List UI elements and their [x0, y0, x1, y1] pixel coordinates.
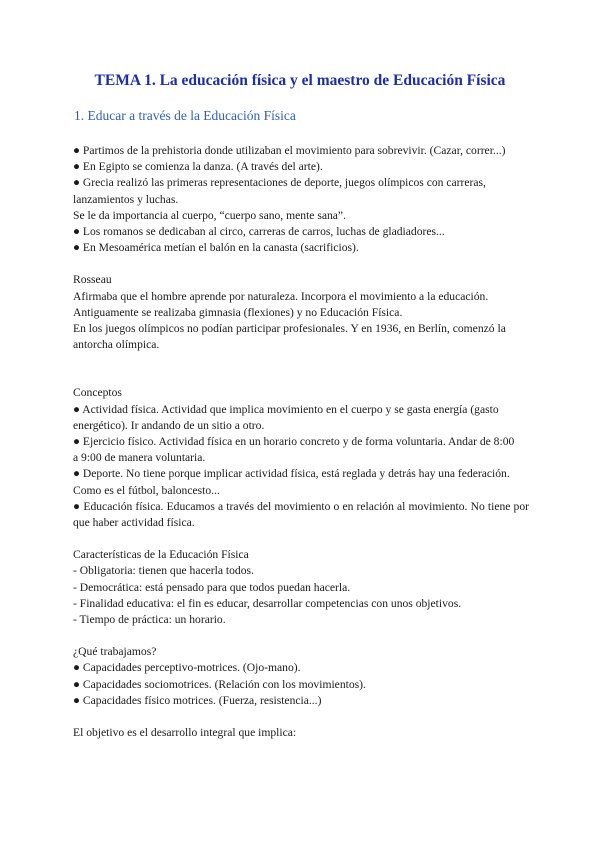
rosseau-heading: Rosseau: [73, 273, 112, 287]
list-item: ● Capacidades perceptivo-motrices. (Ojo-mano).: [73, 661, 301, 675]
paragraph: Afirmaba que el hombre aprende por naturaleza. Incorpora el movimiento a la educación.: [73, 289, 489, 303]
concept-item: ● Actividad física. Actividad que implica movimiento en el cuerpo y se gasta energía (gasto energético). Ir andando de un sitio a otro.: [73, 402, 499, 432]
list-item: - Obligatoria: tienen que hacerla todos.: [73, 564, 254, 578]
paragraph: En los juegos olímpicos no podían participar profesionales. Y en 1936, en Berlín, comenzó la antorcha olímpica.: [73, 322, 506, 352]
concept-item-continued: a 9:00 de manera voluntaria.: [73, 451, 206, 465]
list-item: ● Los romanos se dedicaban al circo, carreras de carros, luchas de gladiadores...: [73, 225, 445, 239]
concept-item-continued: Como es el fútbol, baloncesto...: [73, 483, 220, 497]
caracteristicas-heading: Características de la Educación Física: [73, 548, 249, 562]
trabajamos-heading: ¿Qué trabajamos?: [73, 645, 157, 659]
concept-item: ● Ejercicio físico. Actividad física en un horario concreto y de forma voluntaria. Andar de 8:00: [73, 435, 515, 449]
closing-text: El objetivo es el desarrollo integral que implica:: [73, 726, 297, 740]
conceptos-heading: Conceptos: [73, 386, 122, 400]
concept-item: ● Educación física. Educamos a través del movimiento o en relación al movimiento. No tiene por que haber actividad física.: [73, 499, 529, 530]
concept-item: ● Deporte. No tiene porque implicar actividad física, está reglada y detrás hay una federación.: [73, 467, 510, 481]
note-text: Se le da importancia al cuerpo, “cuerpo sano, mente sana”.: [73, 208, 346, 222]
list-item: ● En Mesoamérica metían el balón en la canasta (sacrificios).: [73, 241, 359, 255]
section-body: [73, 143, 529, 741]
list-item: ● Grecia realizó las primeras representaciones de deporte, juegos olímpicos con carreras, lanzamientos y luchas.: [73, 176, 486, 206]
list-item: ● Capacidades físico motrices. (Fuerza, resistencia...): [73, 693, 322, 707]
page-title: TEMA 1. La educación física y el maestro de Educación Física: [94, 72, 506, 89]
paragraph: Antiguamente se realizaba gimnasia (flexiones) y no Educación Física.: [73, 305, 403, 319]
list-item: ● En Egipto se comienza la danza. (A través del arte).: [73, 160, 323, 174]
list-item: ● Partimos de la prehistoria donde utilizaban el movimiento para sobrevivir. (Cazar, correr...): [73, 144, 506, 157]
section-heading: 1. Educar a través de la Educación Física: [74, 108, 296, 123]
list-item: - Democrática: está pensado para que todos puedan hacerla.: [73, 580, 351, 594]
list-item: - Finalidad educativa: el fin es educar, desarrollar competencias con unos objetivos.: [73, 596, 462, 610]
list-item: ● Capacidades sociomotrices. (Relación con los movimientos).: [73, 677, 366, 691]
list-item: - Tiempo de práctica: un horario.: [73, 613, 226, 627]
